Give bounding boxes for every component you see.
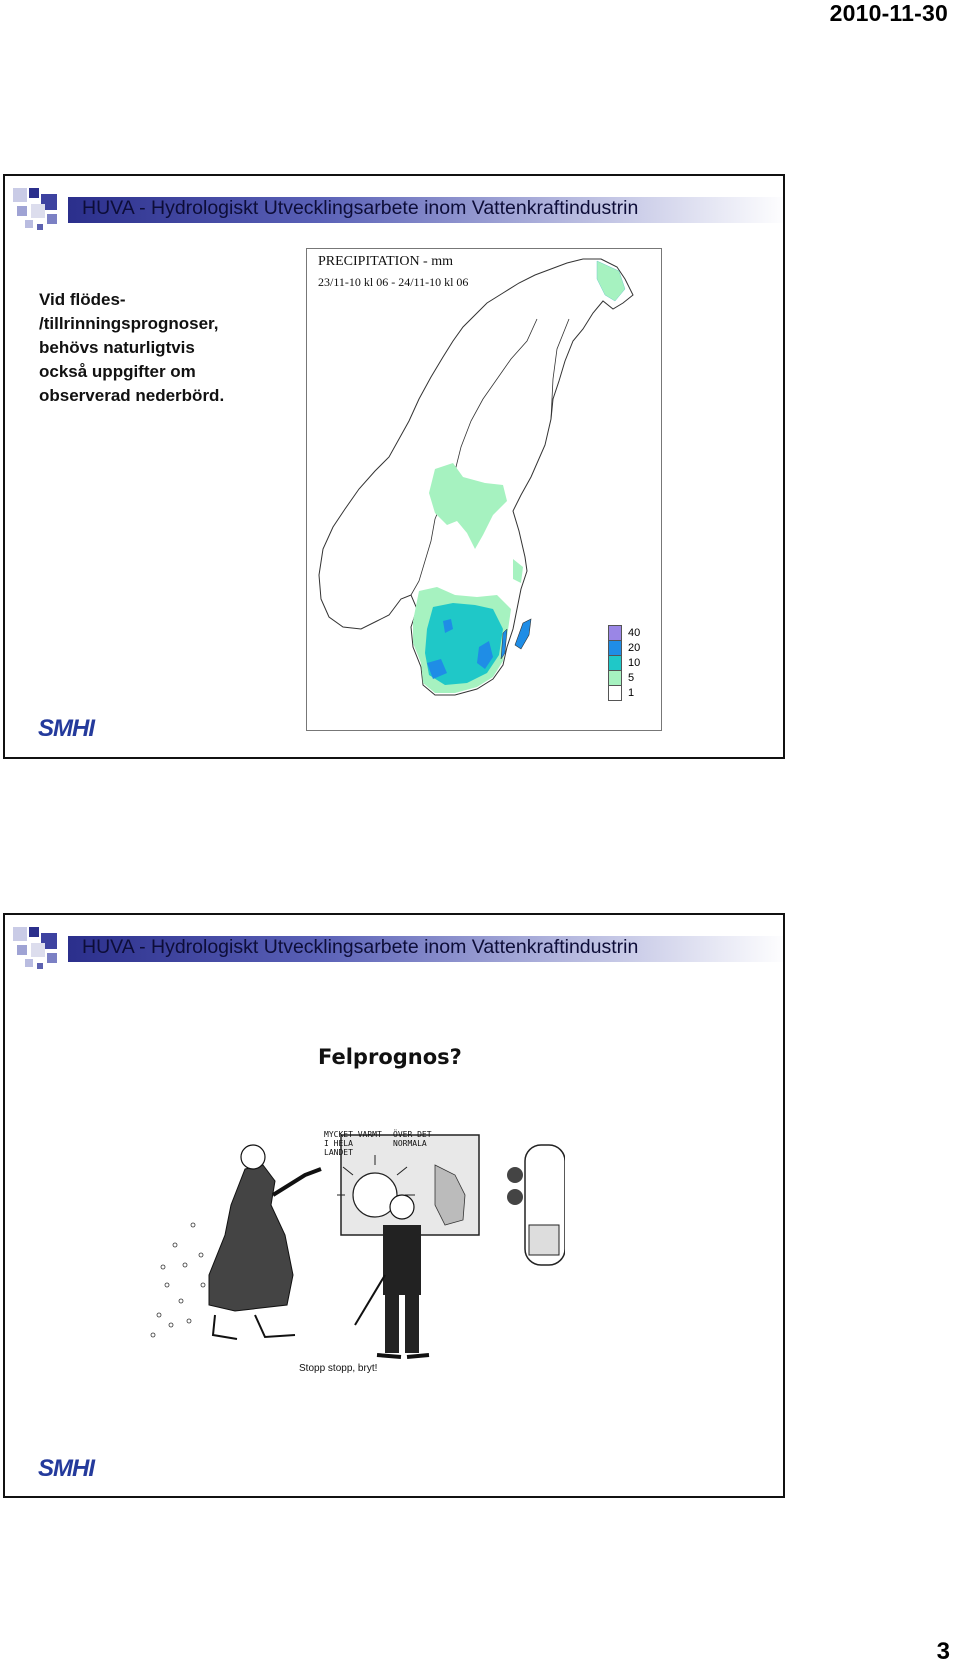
legend-label: 10 — [628, 657, 641, 669]
slide-header — [13, 927, 777, 963]
smhi-logo: SMHI — [38, 1455, 94, 1482]
header-title: HUVA - Hydrologiskt Utvecklingsarbete inom Vattenkraftindustrin — [82, 936, 639, 958]
body-line: Vid flödes- — [39, 290, 126, 309]
legend-label: 1 — [628, 687, 635, 699]
slide-felprognos — [3, 913, 785, 1498]
weather-board-text-left: MYCKET VARMT I HELA LANDET — [324, 1130, 382, 1157]
legend-label: 20 — [628, 642, 641, 654]
page-date: 2010-11-30 — [829, 0, 948, 26]
legend-swatch — [608, 670, 622, 686]
legend-label: 5 — [628, 672, 635, 684]
weather-board-text-right: ÖVER DET NORMALA — [393, 1130, 432, 1148]
slide-body-text — [39, 288, 289, 408]
body-line: observerad nederbörd. — [39, 386, 225, 405]
legend-swatch — [608, 625, 622, 641]
page-number: 3 — [936, 1638, 950, 1665]
precipitation-map — [306, 248, 662, 731]
smhi-logo: SMHI — [38, 715, 94, 742]
map-subtitle: 23/11-10 kl 06 - 24/11-10 kl 06 — [318, 275, 469, 289]
legend-swatch — [608, 685, 622, 701]
legend-swatch — [608, 655, 622, 671]
cartoon-title: Felprognos? — [318, 1045, 462, 1069]
legend-swatch — [608, 640, 622, 656]
legend-label: 40 — [628, 627, 641, 639]
slide-precipitation — [3, 174, 785, 759]
slide-header — [13, 188, 777, 224]
map-title: PRECIPITATION - mm — [318, 254, 453, 269]
header-title: HUVA - Hydrologiskt Utvecklingsarbete inom Vattenkraftindustrin — [82, 197, 639, 219]
body-line: /tillrinningsprognoser, — [39, 314, 219, 333]
body-line: behövs naturligtvis — [39, 338, 195, 357]
cartoon-caption: Stopp stopp, bryt! — [299, 1363, 378, 1374]
weather-cartoon-icon — [145, 1125, 565, 1365]
header-decoration-icon — [13, 927, 73, 975]
header-decoration-icon — [13, 188, 73, 236]
body-line: också uppgifter om — [39, 362, 196, 381]
